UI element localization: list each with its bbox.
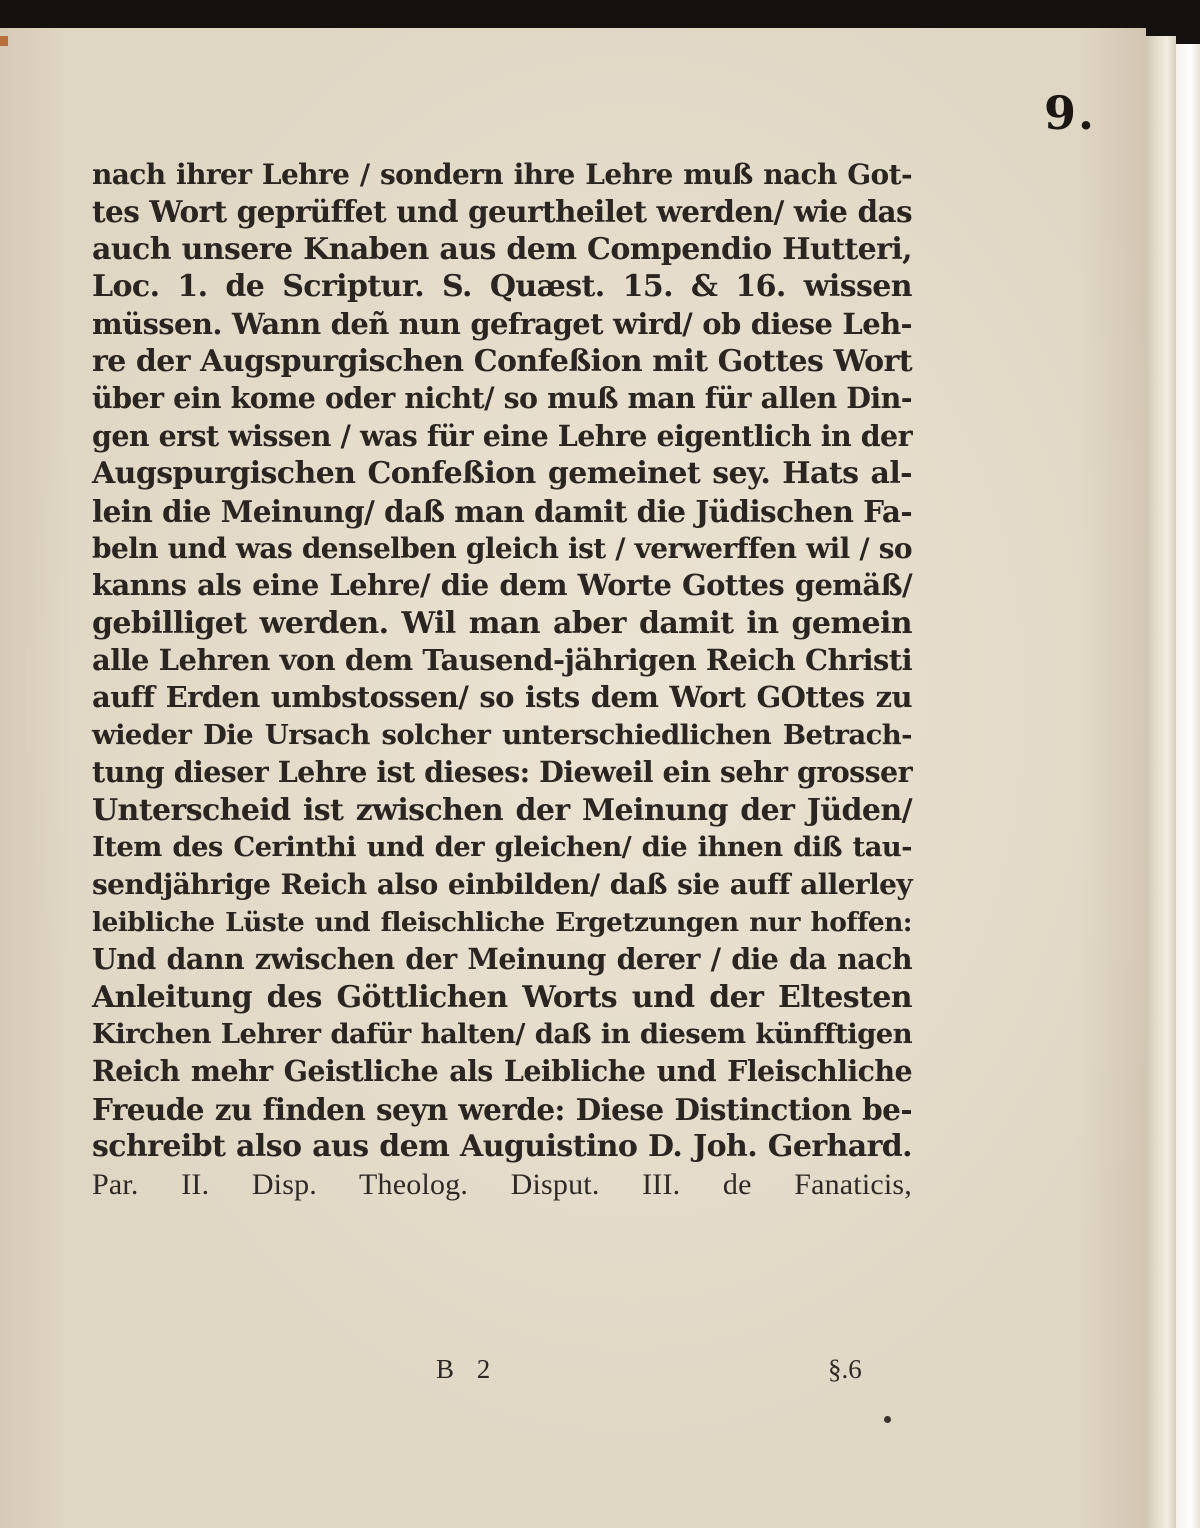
- text-line: müssen. Wann deñ nun gefraget wird/ ob diese Leh-: [92, 306, 912, 341]
- text-line: Loc. 1. de Scriptur. S. Quæst. 15. & 16. wissen: [92, 269, 912, 305]
- text-line: Item des Cerinthi und der gleichen/ die ihnen diß tau-: [92, 831, 912, 864]
- page-number: 9.: [1044, 86, 1097, 140]
- page-edge-outer: [1176, 44, 1200, 1528]
- text-line: leibliche Lüste und fleischliche Ergetzungen nur hoffen:: [92, 906, 912, 938]
- text-line: Anleitung des Göttlichen Worts und der Eltesten: [92, 979, 912, 1015]
- text-line: Freude zu finden seyn werde: Diese Distinction be-: [92, 1091, 912, 1127]
- text-line: tung dieser Lehre ist dieses: Dieweil ein sehr grosser: [92, 755, 912, 790]
- text-line: auch unsere Knaben aus dem Compendio Hutteri,: [92, 231, 912, 267]
- text-line: Augspurgischen Confeßion gemeinet sey. Hats al-: [92, 456, 912, 492]
- signature-mark: B 2: [436, 1354, 499, 1384]
- text-line: kanns als eine Lehre/ die dem Worte Gottes gemäß/: [92, 568, 912, 603]
- text-line: gen erst wissen / was für eine Lehre eigentlich in der: [92, 418, 912, 453]
- text-line: nach ihrer Lehre / sondern ihre Lehre muß nach Got-: [92, 158, 912, 191]
- text-line: gebilliget werden. Wil man aber damit in gemein: [92, 605, 912, 641]
- text-line: Und dann zwischen der Meinung derer / die da nach: [92, 942, 912, 977]
- book-page: [0, 28, 1146, 1528]
- text-line: schreibt also aus dem Auguistino D. Joh. Gerhard.: [92, 1129, 912, 1165]
- text-line: sendjährige Reich also einbilden/ daß sie auff allerley: [92, 868, 912, 902]
- catchword: §.6: [828, 1354, 862, 1384]
- text-line: wieder Die Ursach solcher unterschiedlichen Betrach-: [92, 718, 912, 751]
- text-line: re der Augspurgischen Confeßion mit Gottes Wort: [92, 343, 912, 379]
- page-edge: [1146, 36, 1176, 1528]
- text-line: beln und was denselben gleich ist / verwerffen wil / so: [92, 531, 912, 565]
- ink-dot: [884, 1416, 891, 1423]
- text-line: auff Erden umbstossen/ so ists dem Wort GOttes zu: [92, 680, 912, 715]
- text-line: Reich mehr Geistliche als Leibliche und Fleischliche: [92, 1054, 912, 1089]
- text-line: lein die Meinung/ daß man damit die Jüdischen Fa-: [92, 493, 912, 529]
- text-line: Kirchen Lehrer dafür halten/ daß in diesem künfftigen: [92, 1017, 912, 1050]
- corner-mark: [0, 36, 8, 46]
- text-line: Unterscheid ist zwischen der Meinung der Jüden/: [92, 792, 912, 828]
- text-line: alle Lehren von dem Tausend-jährigen Reich Christi: [92, 643, 912, 678]
- body-text: [92, 156, 912, 1203]
- text-line: tes Wort geprüffet und geurtheilet werden/ wie das: [92, 194, 912, 230]
- text-line: über ein kome oder nicht/ so muß man für allen Din-: [92, 381, 912, 416]
- text-line: Par. II. Disp. Theolog. Disput. III. de Fanaticis,: [92, 1167, 912, 1201]
